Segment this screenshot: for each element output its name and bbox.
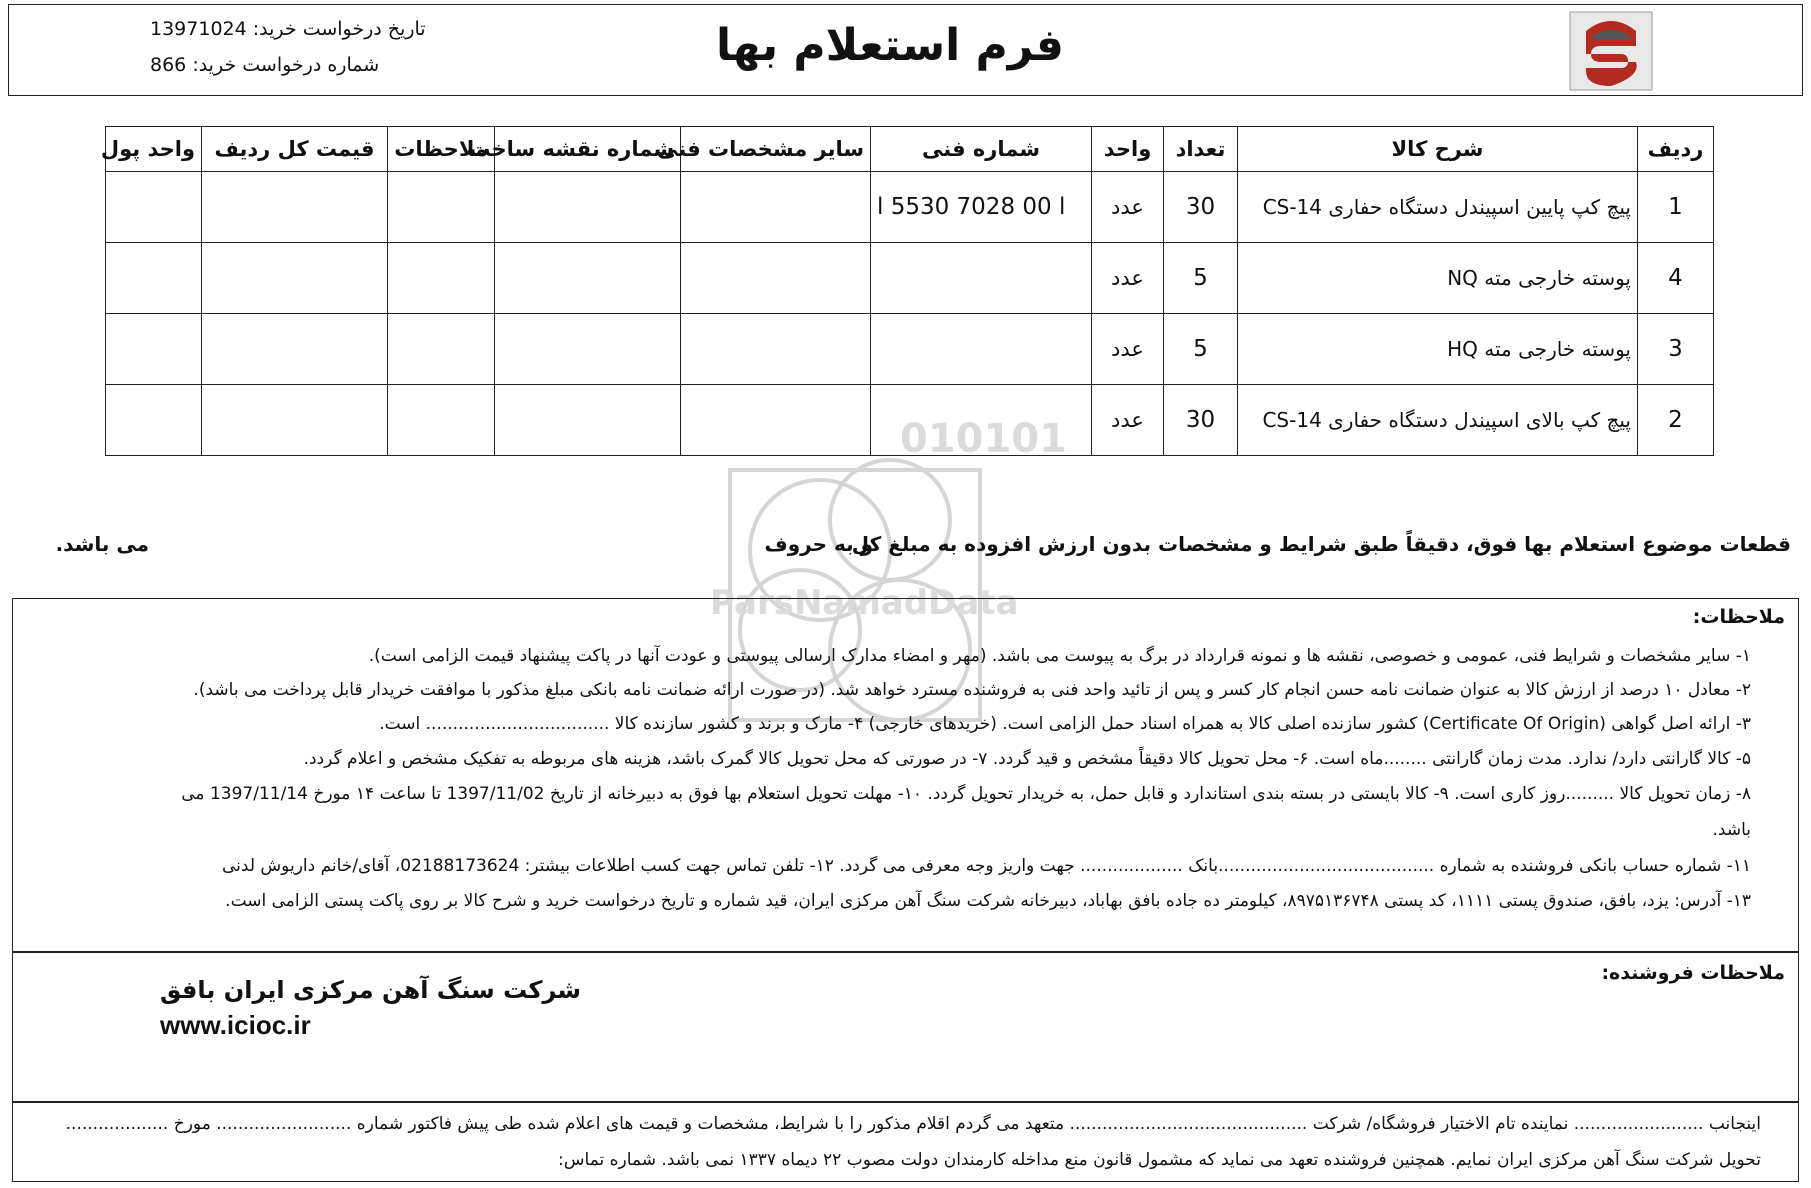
row-total-price xyxy=(202,243,388,314)
total-amount-text: قطعات موضوع استعلام بها فوق، دقیقاً طبق شرایط و مشخصات بدون ارزش افزوده به مبلغ کل xyxy=(851,532,1791,556)
total-suffix: می باشد. xyxy=(55,532,149,556)
table-row xyxy=(106,172,1714,243)
row-number: 1 xyxy=(1638,172,1714,243)
col-desc: شرح کالا xyxy=(1238,127,1638,172)
row-notes xyxy=(388,314,495,385)
note-line-5: ۸- زمان تحویل کالا .........روز کاری است. ۹- کالا بایستی در بسته بندی استاندارد و قابل حمل، به خریدار تحویل گردد. ۱۰- مهلت تحویل استعلام بها فوق به دبیرخانه از تاریخ 1397/11/02 تا ساعت ۱۴ مورخ 1397/11/14 می xyxy=(181,784,1751,804)
col-tech-number: شماره فنی xyxy=(871,127,1092,172)
row-tech-number xyxy=(871,385,1092,456)
table-row xyxy=(106,314,1714,385)
row-number: 3 xyxy=(1638,314,1714,385)
row-description: پیچ کپ بالای اسپیندل دستگاه حفاری CS-14 xyxy=(1238,385,1638,456)
note-line-6: ۱۱- شماره حساب بانکی فروشنده به شماره ........................................بانک ................... جهت واریز وجه معرفی می گردد. ۱۲- تلفن تماس جهت کسب اطلاعات بیشتر: 02188173624، آقای/خانم داریوش لدنی xyxy=(222,856,1751,876)
total-in-words-label: و به حروف xyxy=(764,532,873,556)
note-line-5-cont: باشد. xyxy=(1712,820,1751,840)
row-drawing-number xyxy=(495,385,681,456)
row-quantity: 5 xyxy=(1164,243,1238,314)
request-date xyxy=(150,18,426,40)
row-tech-number xyxy=(871,243,1092,314)
seller-company: شرکت سنگ آهن مرکزی ایران بافق xyxy=(160,976,582,1004)
signature-line-1: اینجانب ........................ نماینده تام الاختیار فروشگاه/ شرکت ............................................ متعهد می گردم اقلام مذکور را با شرایط، مشخصات و قیمت های اعلام شده طی پیش فاکتور شماره ......................... مورخ ................... xyxy=(65,1114,1761,1134)
row-other-specs xyxy=(681,243,871,314)
notes-title: ملاحظات: xyxy=(1692,606,1785,628)
row-notes xyxy=(388,172,495,243)
row-description: پیچ کپ پایین اسپیندل دستگاه حفاری CS-14 xyxy=(1238,172,1638,243)
note-line-7: ۱۳- آدرس: یزد، بافق، صندوق پستی ۱۱۱۱، کد پستی ۸۹۷۵۱۳۶۷۴۸، کیلومتر ده جاده بافق بهاباد، دبیرخانه شرکت سنگ آهن مرکزی ایران، قید شماره و تاریخ درخواست خرید و شرح کالا بر روی پاکت پستی الزامی است. xyxy=(225,891,1751,911)
row-drawing-number xyxy=(495,314,681,385)
note-line-1: ۱- سایر مشخصات و شرایط فنی، عمومی و خصوصی، نقشه ها و نمونه قرارداد در برگ به پیوست می باشد. (مهر و امضاء مدارک ارسالی پیوستی و عودت آنها در پاکت پیشنهاد قیمت الزامی است). xyxy=(368,646,1751,666)
watermark-digits: 010101 xyxy=(900,416,1067,462)
table-row xyxy=(106,385,1714,456)
row-total-price xyxy=(202,172,388,243)
row-currency xyxy=(106,385,202,456)
col-unit: واحد xyxy=(1092,127,1164,172)
note-line-3: ۳- ارائه اصل گواهی (Certificate Of Origin) کشور سازنده اصلی کالا به همراه اسناد حمل الزامی است. (خریدهای خارجی) ۴- مارک و برند و کشور سازنده کالا .................................. است. xyxy=(379,714,1751,734)
note-line-4: ۵- کالا گارانتی دارد/ ندارد. مدت زمان گارانتی ........ماه است. ۶- محل تحویل کالا دقیقاً مشخص و قید گردد. ۷- در صورتی که محل تحویل کالا گمرک باشد، هزینه های مربوطه به تفکیک مشخص و اعلام گردد. xyxy=(303,749,1751,769)
request-date-value: 13971024 xyxy=(150,18,247,40)
row-notes xyxy=(388,243,495,314)
row-total-price xyxy=(202,314,388,385)
row-unit: عدد xyxy=(1092,243,1164,314)
request-date-label: تاریخ درخواست خرید: xyxy=(252,18,426,40)
signature-line-2: تحویل شرکت سنگ آهن مرکزی ایران نمایم. همچنین فروشنده تعهد می نماید که مشمول قانون منع مداخله کارمندان دولت مصوب ۲۲ دیماه ۱۳۳۷ نمی باشد. شماره تماس: xyxy=(558,1150,1761,1170)
row-other-specs xyxy=(681,172,871,243)
company-logo xyxy=(1556,6,1666,94)
row-currency xyxy=(106,314,202,385)
row-unit: عدد xyxy=(1092,314,1164,385)
col-currency: واحد پول xyxy=(106,127,202,172)
row-other-specs xyxy=(681,314,871,385)
seller-title: ملاحظات فروشنده: xyxy=(1601,962,1785,984)
col-total-price: قیمت کل ردیف xyxy=(202,127,388,172)
table-row xyxy=(106,243,1714,314)
table-header-row xyxy=(106,127,1714,172)
row-unit: عدد xyxy=(1092,172,1164,243)
row-drawing-number xyxy=(495,243,681,314)
request-number-label: شماره درخواست خرید: xyxy=(192,54,380,76)
watermark-brand: ParsNamadData xyxy=(710,583,1019,623)
col-other-specs: سایر مشخصات فنی xyxy=(681,127,871,172)
seller-website[interactable]: www.icioc.ir xyxy=(160,1010,311,1040)
row-drawing-number xyxy=(495,172,681,243)
row-quantity: 30 xyxy=(1164,172,1238,243)
row-tech-number: l 5530 7028 00 l xyxy=(871,172,1092,243)
row-number: 4 xyxy=(1638,243,1714,314)
row-currency xyxy=(106,172,202,243)
request-number-value: 866 xyxy=(150,54,187,76)
row-other-specs xyxy=(681,385,871,456)
row-description: پوسته خارجی مته NQ xyxy=(1238,243,1638,314)
row-tech-number xyxy=(871,314,1092,385)
items-table xyxy=(100,126,1714,456)
page-title: فرم استعلام بها xyxy=(716,20,1064,71)
col-notes: ملاحظات xyxy=(388,127,495,172)
row-notes xyxy=(388,385,495,456)
row-currency xyxy=(106,243,202,314)
col-qty: تعداد xyxy=(1164,127,1238,172)
col-drawing-number: شماره نقشه ساخت xyxy=(495,127,681,172)
note-line-2: ۲- معادل ۱۰ درصد از ارزش کالا به عنوان ضمانت نامه حسن انجام کار کسر و پس از تائید واحد فنی به فروشنده مسترد خواهد شد. (در صورت ارائه ضمانت نامه بانکی مبلغ مذکور با موافقت خریدار قابل پرداخت می باشد). xyxy=(193,680,1751,700)
row-quantity: 30 xyxy=(1164,385,1238,456)
row-quantity: 5 xyxy=(1164,314,1238,385)
row-unit: عدد xyxy=(1092,385,1164,456)
row-description: پوسته خارجی مته HQ xyxy=(1238,314,1638,385)
row-number: 2 xyxy=(1638,385,1714,456)
col-row: ردیف xyxy=(1638,127,1714,172)
row-total-price xyxy=(202,385,388,456)
request-number xyxy=(150,54,379,76)
